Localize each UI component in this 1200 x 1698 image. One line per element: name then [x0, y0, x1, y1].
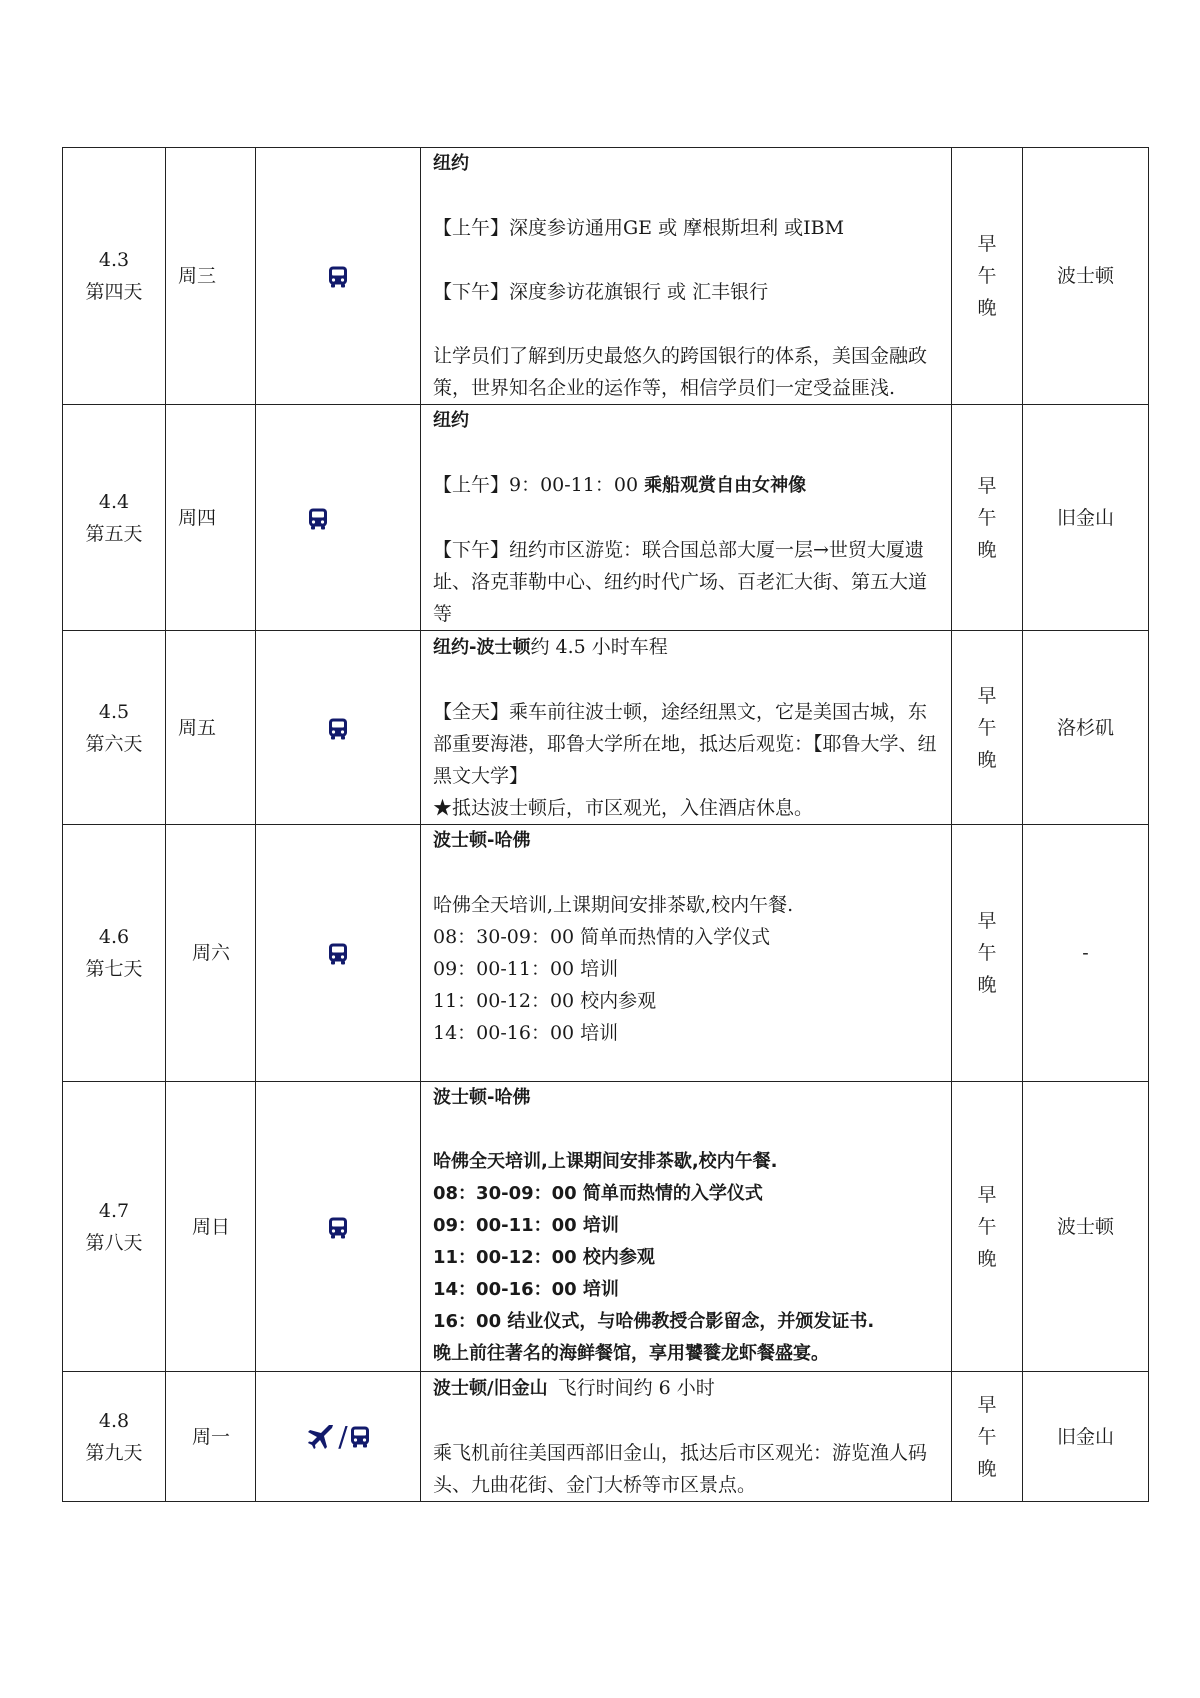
transport-cell [256, 631, 421, 825]
hotel-city: 波士顿 [1023, 148, 1149, 405]
transport-cell [256, 1372, 421, 1502]
schedule-line: 09：00-11：00 培训 [433, 958, 619, 980]
description-line: 乘飞机前往美国西部旧金山，抵达后市区观光：游览渔人码头、九曲花街、金门大桥等市区景点。 [433, 1442, 928, 1496]
schedule-line: 14：00-16：00 培训 [433, 1022, 619, 1044]
itinerary-row [63, 1372, 1149, 1502]
separator-slash: / [338, 1420, 348, 1453]
description-line: 【下午】纽约市区游览：联合国总部大厦一层→世贸大厦遗址、洛克菲勒中心、纽约时代广场、百老汇大街、第五大道等 [433, 539, 928, 625]
travel-time: 飞行时间约 6 小时 [557, 1377, 715, 1399]
description-line: 【上午】深度参访通用GE 或 摩根斯坦利 或IBM [433, 217, 845, 239]
bus-icon [328, 718, 348, 740]
description-line: 让学员们了解到历史最悠久的跨国银行的体系，美国金融政策，世界知名企业的运作等，相信学员们一定受益匪浅. [433, 345, 928, 399]
meal-lunch: 午 [977, 1425, 997, 1448]
itinerary-row [63, 631, 1149, 825]
weekday: 周四 [166, 405, 256, 631]
description-cell [421, 1082, 952, 1372]
travel-time: 约 4.5 小时车程 [530, 636, 668, 658]
meal-breakfast: 早 [977, 1393, 997, 1416]
description-cell [421, 825, 952, 1082]
meals-cell [952, 1082, 1023, 1372]
bus-icon [328, 943, 348, 965]
itinerary-row [63, 1082, 1149, 1372]
hotel-city: - [1023, 825, 1149, 1082]
weekday: 周五 [166, 631, 256, 825]
meal-breakfast: 早 [977, 474, 997, 497]
route-title-line [433, 631, 941, 664]
meal-lunch: 午 [977, 942, 997, 964]
schedule-line: 08：30-09：00 简单而热情的入学仪式 [433, 1183, 763, 1204]
activity-highlight: 乘船观赏自由女神像 [644, 475, 807, 496]
schedule-line: 09：00-11：00 培训 [433, 1215, 619, 1236]
route-title: 波士顿/旧金山 [433, 1378, 548, 1399]
meal-lunch: 午 [977, 716, 997, 739]
itinerary-row [63, 405, 1149, 631]
day-number: 第九天 [85, 1441, 143, 1464]
schedule-line: 16：00 结业仪式，与哈佛教授合影留念，并颁发证书. [433, 1311, 875, 1332]
meals-cell [952, 825, 1023, 1082]
date: 4.6 [98, 926, 130, 948]
description-line [433, 469, 941, 502]
itinerary-table [62, 147, 1149, 1502]
meals-cell [952, 148, 1023, 405]
hotel-city: 洛杉矶 [1023, 631, 1149, 825]
bus-icon [328, 1217, 348, 1239]
route-title-line [433, 1372, 941, 1405]
transport-cell [256, 148, 421, 405]
day-number: 第四天 [85, 281, 143, 303]
meal-lunch: 午 [977, 265, 997, 287]
weekday: 周六 [166, 825, 256, 1082]
weekday: 周日 [166, 1082, 256, 1372]
date-cell [63, 825, 166, 1082]
description-line: ★抵达波士顿后，市区观光，入住酒店休息。 [433, 797, 814, 819]
itinerary-row [63, 825, 1149, 1082]
bus-icon [350, 1426, 370, 1448]
airplane-icon [306, 1422, 336, 1452]
date: 4.5 [98, 700, 130, 723]
description-line: 【下午】深度参访花旗银行 或 汇丰银行 [433, 281, 769, 303]
description-cell [421, 631, 952, 825]
date-cell [63, 1372, 166, 1502]
meal-dinner: 晚 [977, 297, 997, 319]
meal-breakfast: 早 [977, 684, 997, 707]
bus-icon [308, 508, 328, 530]
meal-lunch: 午 [977, 1215, 997, 1238]
transport-cell [256, 405, 421, 631]
date-cell [63, 1082, 166, 1372]
meal-breakfast: 早 [977, 233, 997, 255]
bus-icon [328, 266, 348, 288]
meal-lunch: 午 [977, 506, 997, 529]
route-title: 纽约-波士顿 [433, 637, 531, 658]
description-cell [421, 1372, 952, 1502]
transport-cell [256, 825, 421, 1082]
schedule-line: 14：00-16：00 培训 [433, 1279, 619, 1300]
date-cell [63, 631, 166, 825]
date-cell [63, 405, 166, 631]
description-cell [421, 405, 952, 631]
meals-cell [952, 631, 1023, 825]
weekday: 周三 [166, 148, 256, 405]
date: 4.4 [98, 490, 130, 513]
date: 4.8 [98, 1409, 130, 1432]
route-title: 波士顿-哈佛 [433, 1087, 531, 1108]
schedule-line: 08：30-09：00 简单而热情的入学仪式 [433, 926, 771, 948]
meal-dinner: 晚 [977, 748, 997, 771]
day-number: 第六天 [85, 732, 143, 755]
hotel-city: 旧金山 [1023, 1372, 1149, 1502]
meal-dinner: 晚 [977, 538, 997, 561]
meal-dinner: 晚 [977, 1247, 997, 1270]
time-range: 【上午】9：00-11：00 [433, 474, 645, 496]
hotel-city: 波士顿 [1023, 1082, 1149, 1372]
description-line: 哈佛全天培训,上课期间安排茶歇,校内午餐. [433, 1151, 778, 1172]
meal-dinner: 晚 [977, 1457, 997, 1480]
date: 4.7 [98, 1199, 130, 1222]
meal-breakfast: 早 [977, 910, 997, 932]
meal-breakfast: 早 [977, 1183, 997, 1206]
route-title: 波士顿-哈佛 [433, 830, 531, 851]
meals-cell [952, 1372, 1023, 1502]
weekday: 周一 [166, 1372, 256, 1502]
schedule-line: 11：00-12：00 校内参观 [433, 990, 657, 1012]
meal-dinner: 晚 [977, 974, 997, 996]
transport-cell [256, 1082, 421, 1372]
route-title: 纽约 [433, 153, 469, 174]
description-line: 【全天】乘车前往波士顿，途经纽黑文，它是美国古城，东部重要海港，耶鲁大学所在地，抵达后观览：【耶鲁大学、纽黑文大学】 [433, 701, 937, 787]
route-title: 纽约 [433, 410, 469, 431]
description-line: 哈佛全天培训,上课期间安排茶歇,校内午餐. [433, 894, 794, 916]
schedule-line: 11：00-12：00 校内参观 [433, 1247, 655, 1268]
day-number: 第七天 [85, 958, 143, 980]
description-cell [421, 148, 952, 405]
hotel-city: 旧金山 [1023, 405, 1149, 631]
date-cell [63, 148, 166, 405]
itinerary-row [63, 148, 1149, 405]
day-number: 第八天 [85, 1231, 143, 1254]
day-number: 第五天 [85, 522, 143, 545]
date: 4.3 [98, 249, 130, 271]
meals-cell [952, 405, 1023, 631]
schedule-line: 晚上前往著名的海鲜餐馆，享用饕餮龙虾餐盛宴。 [433, 1343, 829, 1364]
